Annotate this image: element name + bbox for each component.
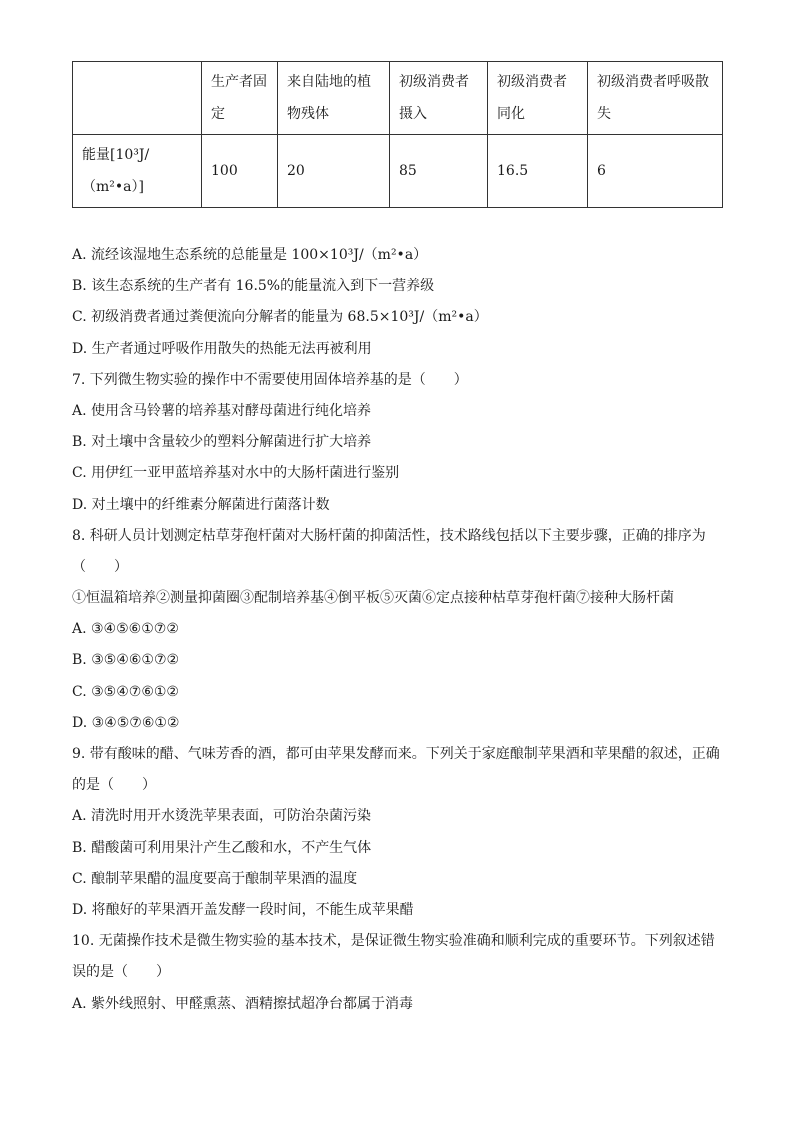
table-header-row bbox=[73, 62, 723, 135]
table-cell: 6 bbox=[588, 135, 723, 208]
question-stem: 7. 下列微生物实验的操作中不需要使用固体培养基的是（ ） bbox=[72, 371, 468, 388]
question-stem: 9. 带有酸味的醋、气味芳香的酒，都可由苹果发酵而来。下列关于家庭酿制苹果酒和苹果醋的叙述，正确 bbox=[72, 746, 720, 762]
option-line: C. 酿制苹果醋的温度要高于酿制苹果酒的温度 bbox=[72, 870, 358, 887]
option-line: A. 清洗时用开水烫洗苹果表面，可防治杂菌污染 bbox=[72, 808, 372, 825]
table-cell: 20 bbox=[278, 135, 390, 208]
option-line: C. 用伊红一亚甲蓝培养基对水中的大肠杆菌进行鉴别 bbox=[72, 465, 400, 482]
table-row bbox=[73, 135, 723, 208]
table-header-cell: 初级消费者摄入 bbox=[390, 62, 488, 135]
option-line: B. 对土壤中含量较少的塑料分解菌进行扩大培养 bbox=[72, 434, 372, 451]
option-line: A. 使用含马铃薯的培养基对酵母菌进行纯化培养 bbox=[72, 402, 372, 419]
option-line: A. 紫外线照射、甲醛熏蒸、酒精擦拭超净台都属于消毒 bbox=[72, 995, 414, 1012]
table-header-cell: 初级消费者呼吸散失 bbox=[588, 62, 723, 135]
option-line: A. ③④⑤⑥①⑦② bbox=[72, 621, 179, 638]
energy-table-container bbox=[72, 61, 722, 208]
table-header-cell: 初级消费者同化 bbox=[488, 62, 588, 135]
row-label-line1: 能量[10³J/ bbox=[82, 147, 150, 163]
table-header-cell: 生产者固定 bbox=[202, 62, 278, 135]
steps-line: ①恒温箱培养②测量抑菌圈③配制培养基④倒平板⑤灭菌⑥定点接种枯草芽孢杆菌⑦接种大肠杆菌 bbox=[72, 590, 674, 607]
option-line: B. ③⑤④⑥①⑦② bbox=[72, 652, 180, 669]
question-stem-cont: 的是（ ） bbox=[72, 777, 156, 794]
table-cell: 85 bbox=[390, 135, 488, 208]
question-stem-cont: （ ） bbox=[72, 558, 128, 575]
option-line: D. 对土壤中的纤维素分解菌进行菌落计数 bbox=[72, 496, 330, 513]
energy-table bbox=[72, 61, 723, 208]
table-cell: 16.5 bbox=[488, 135, 588, 208]
option-line: D. 将酿好的苹果酒开盖发酵一段时间，不能生成苹果醋 bbox=[72, 901, 414, 918]
row-label-line2: （m²•a）] bbox=[82, 179, 144, 195]
table-header-cell bbox=[73, 62, 202, 135]
option-line: D. 生产者通过呼吸作用散失的热能无法再被利用 bbox=[72, 340, 372, 357]
table-cell: 100 bbox=[202, 135, 278, 208]
option-line: A. 流经该湿地生态系统的总能量是 100×10³J/（m²•a） bbox=[72, 247, 428, 263]
option-line: C. 初级消费者通过粪便流向分解者的能量为 68.5×10³J/（m²•a） bbox=[72, 309, 488, 326]
option-line: D. ③④⑤⑦⑥①② bbox=[72, 714, 180, 731]
table-row-label bbox=[73, 135, 202, 208]
table-header-cell: 来自陆地的植物残体 bbox=[278, 62, 390, 135]
question-stem-cont: 误的是（ ） bbox=[72, 964, 170, 981]
question-content bbox=[72, 240, 732, 1020]
option-line: B. 该生态系统的生产者有 16.5%的能量流入到下一营养级 bbox=[72, 278, 435, 295]
option-line: C. ③⑤④⑦⑥①② bbox=[72, 683, 179, 700]
question-stem: 10. 无菌操作技术是微生物实验的基本技术，是保证微生物实验准确和顺利完成的重要环节。下列叙述错 bbox=[72, 933, 715, 950]
question-stem: 8. 科研人员计划测定枯草芽孢杆菌对大肠杆菌的抑菌活性，技术路线包括以下主要步骤，正确的排序为 bbox=[72, 527, 706, 544]
option-line: B. 醋酸菌可利用果汁产生乙酸和水，不产生气体 bbox=[72, 839, 372, 856]
